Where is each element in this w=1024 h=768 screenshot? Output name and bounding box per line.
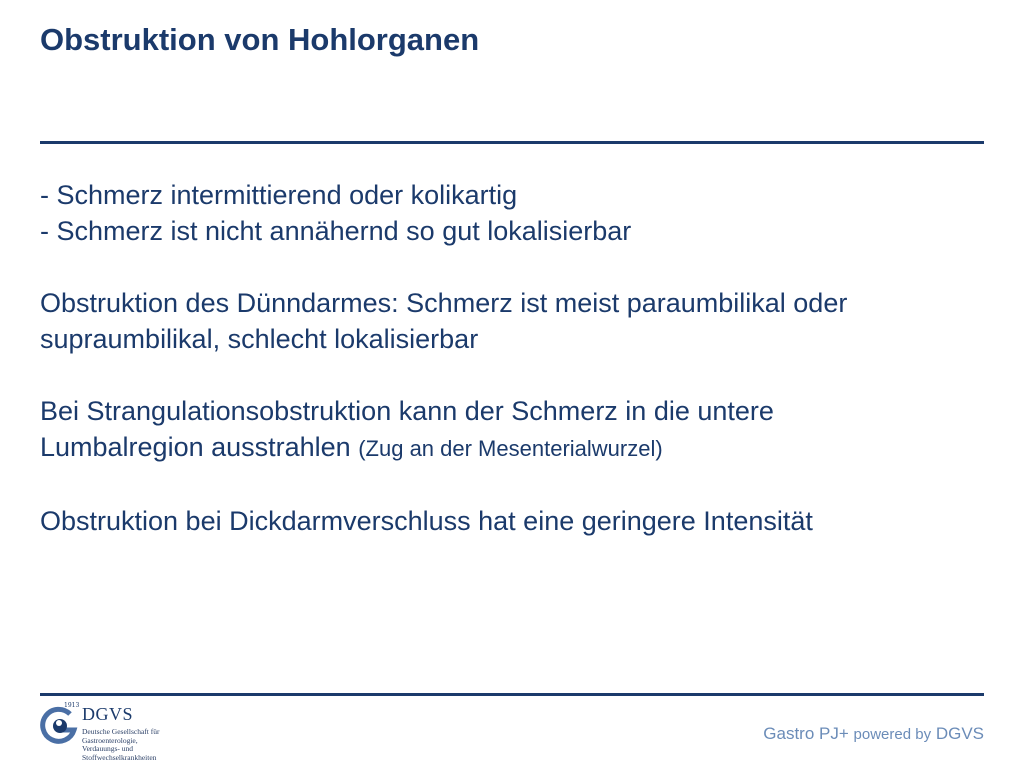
footer-brand	[763, 724, 984, 744]
paragraph-line: Obstruktion des Dünndarmes: Schmerz ist meist paraumbilikal oder	[40, 288, 848, 318]
logo-subtitle-line: Stoffwechselkrankheiten	[82, 752, 157, 762]
logo-year: 1913	[64, 702, 80, 709]
logo-subtitle-line: Verdauungs- und	[82, 744, 134, 753]
paragraph-line: supraumbilikal, schlecht lokalisierbar	[40, 324, 479, 354]
paragraph-note: (Zug an der Mesenterialwurzel)	[358, 436, 663, 461]
bullet-item: - Schmerz ist nicht annähernd so gut lokalisierbar	[40, 216, 632, 246]
logo-subtitle-line: Deutsche Gesellschaft für	[82, 727, 160, 736]
logo-subtitle	[82, 728, 159, 762]
slide-body	[40, 177, 990, 539]
dgvs-logo	[40, 702, 180, 764]
paragraph-text: Lumbalregion ausstrahlen	[40, 432, 351, 462]
footer-divider	[40, 693, 984, 696]
dgvs-emblem-icon	[40, 706, 80, 746]
footer-brand-name: Gastro PJ+	[763, 724, 849, 743]
bullet-item: - Schmerz intermittierend oder kolikartig	[40, 180, 518, 210]
paragraph-line: Bei Strangulationsobstruktion kann der Schmerz in die untere	[40, 396, 774, 426]
paragraph-line: Obstruktion bei Dickdarmverschluss hat eine geringere Intensität	[40, 506, 813, 536]
logo-subtitle-line: Gastroenterologie,	[82, 735, 138, 745]
title-divider	[40, 141, 984, 144]
logo-name: DGVS	[82, 704, 134, 724]
footer-org: DGVS	[935, 724, 984, 743]
slide-title: Obstruktion von Hohlorganen	[40, 22, 480, 57]
paragraph-line	[40, 429, 990, 467]
footer-powered-by: powered by	[853, 726, 932, 743]
